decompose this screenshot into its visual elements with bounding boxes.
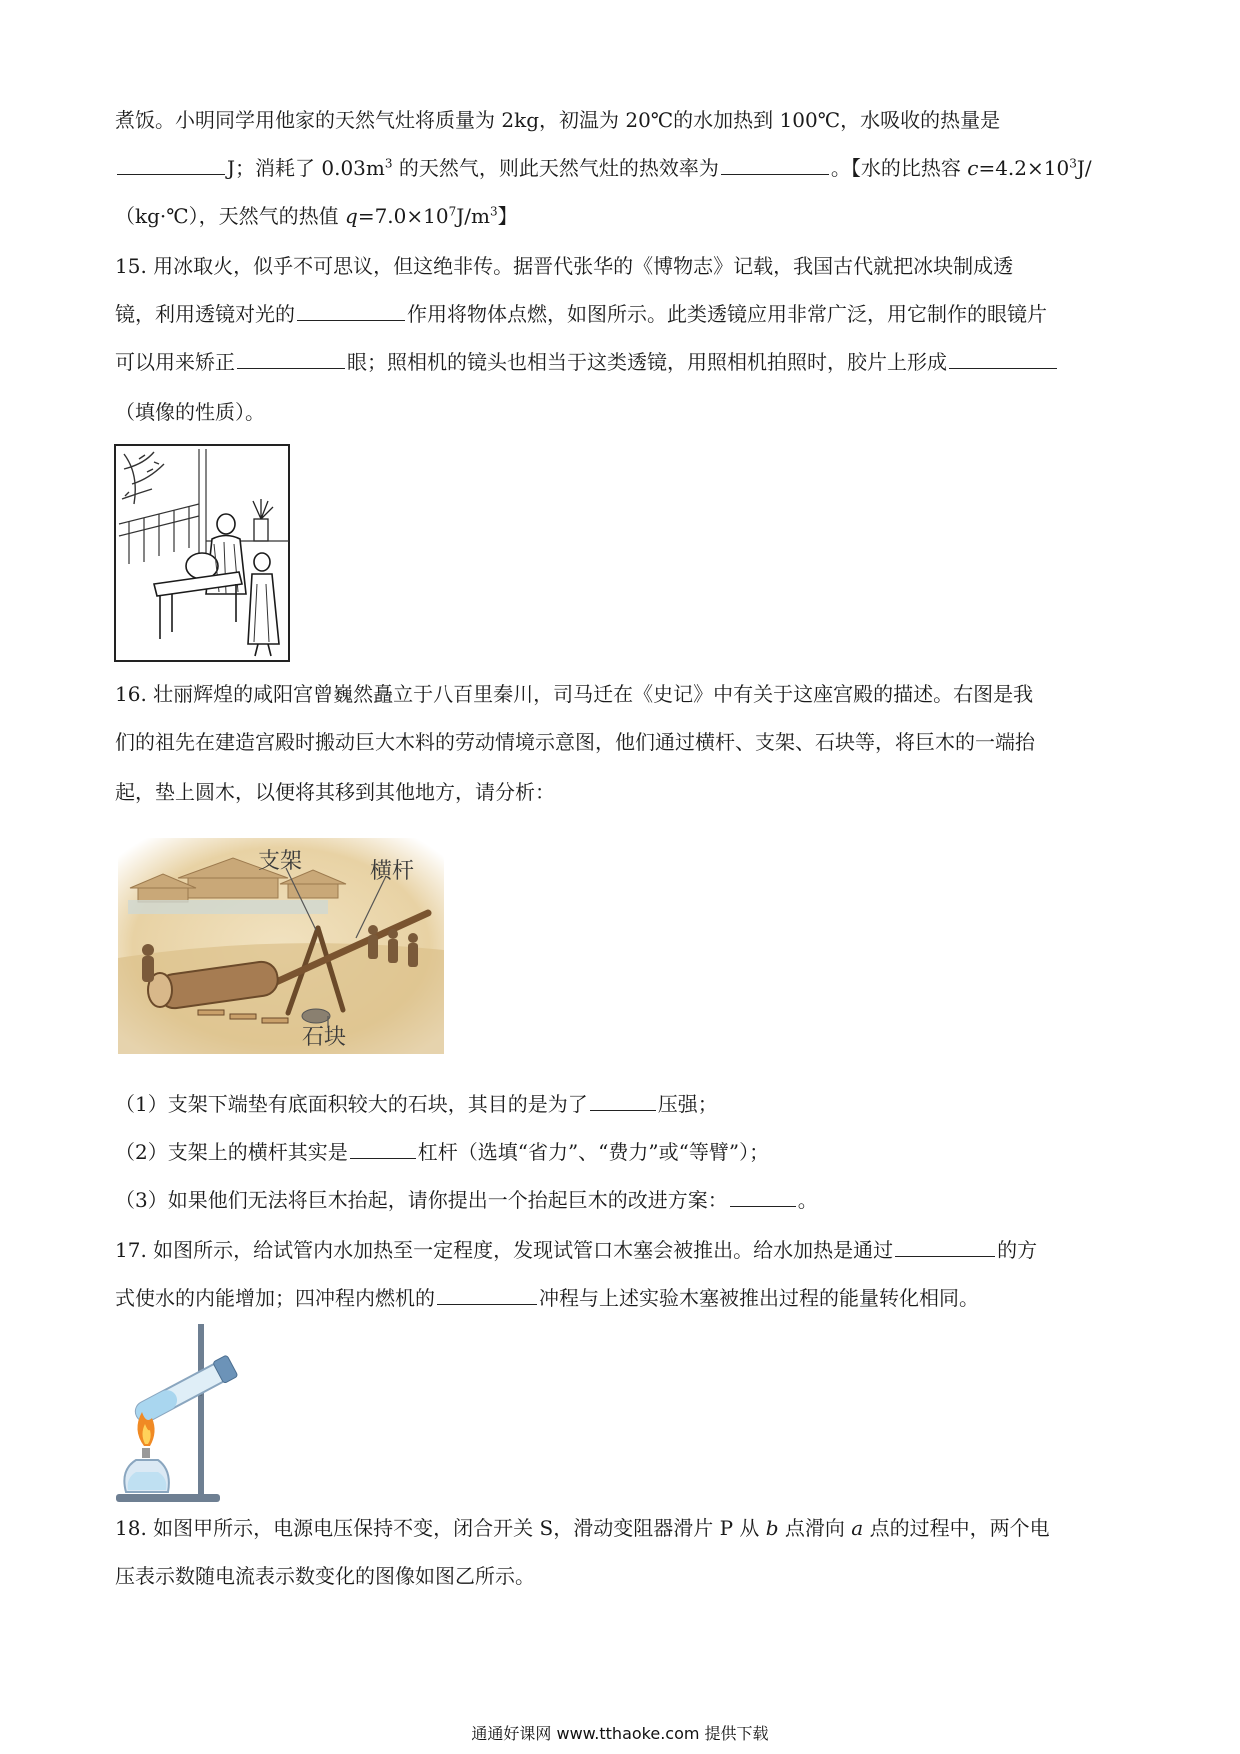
answer-blank[interactable] [895,1236,995,1257]
q18-line-2: 压表示数随电流表示数变化的图像如图乙所示。 [115,1564,535,1588]
q15-line-3: 可以用来矫正 眼；照相机的镜头也相当于这类透镜，用照相机拍照时，胶片上形成 [115,348,1125,376]
label-support: 支架 [258,849,303,874]
answer-blank[interactable] [350,1138,416,1159]
label-bar: 横杆 [370,859,415,884]
q14-line-2: J；消耗了 $0.03m^3$ 的天然气，则此天然气灶的热效率为 。【水的比热容 $c=4.2\times 10^3J/$ [115,154,1125,182]
answer-blank[interactable] [117,154,225,175]
q16-line-2: 们的祖先在建造宫殿时搬动巨大木料的劳动情境示意图，他们通过横杆、支架、石块等，将巨木的一端抬 [115,730,1035,754]
answer-blank[interactable] [590,1090,656,1111]
q14-line-1: 煮饭。小明同学用他家的天然气灶将质量为 2kg，初温为 20℃的水加热到 100℃，水吸收的热量是 [115,108,1001,132]
q16-sub-1: （1）支架下端垫有底面积较大的石块，其目的是为了 压强； [115,1092,718,1116]
q16-line-1: 16. 壮丽辉煌的咸阳宫曾巍然矗立于八百里秦川，司马迁在《史记》中有关于这座宫殿的描述。右图是我 [115,682,1034,706]
q16-sub-2: （2）支架上的横杆其实是 杠杆（选填“省力”、“费力”或“等臂”）； [115,1140,770,1164]
answer-blank[interactable] [237,348,345,369]
q14-line-3: （kg·℃），天然气的热值 $q=7.0\times 10^7J/m^3$】 [115,204,518,228]
q15-line-4: （填像的性质）。 [115,400,265,424]
q17-line-1: 17. 如图所示，给试管内水加热至一定程度，发现试管口木塞会被推出。给水加热是通过 的方 [115,1238,1038,1262]
q17-line-2: 式使水的内能增加；四冲程内燃机的 冲程与上述实验木塞被推出过程的能量转化相同。 [115,1286,979,1310]
answer-blank[interactable] [297,300,405,321]
answer-blank[interactable] [437,1284,537,1305]
q15-line-1: 15. 用冰取火，似乎不可思议，但这绝非传。据晋代张华的《博物志》记载，我国古代就把冰块制成透 [115,254,1014,278]
q16-sub-3: （3）如果他们无法将巨木抬起，请你提出一个抬起巨木的改进方案： 。 [115,1188,818,1212]
log-lever-illustration [118,838,444,1058]
label-stone: 石块 [302,1025,347,1050]
q18-line-1: 18. 如图甲所示，电源电压保持不变，闭合开关 S，滑动变阻器滑片 P 从 b 点滑向 a 点的过程中，两个电 [115,1516,1050,1540]
ice-lens-illustration [114,444,290,666]
q15-line-2: 镜，利用透镜对光的 作用将物体点燃，如图所示。此类透镜应用非常广泛，用它制作的眼镜片 [115,302,1047,326]
answer-blank[interactable] [949,348,1057,369]
test-tube-heating-illustration [112,1320,242,1510]
answer-blank[interactable] [721,154,829,175]
answer-blank[interactable] [730,1186,796,1207]
q16-line-3: 起，垫上圆木，以便将其移到其他地方，请分析： [115,780,555,804]
page-footer: 通通好课网 www.tthaoke.com 提供下载 [471,1724,769,1743]
